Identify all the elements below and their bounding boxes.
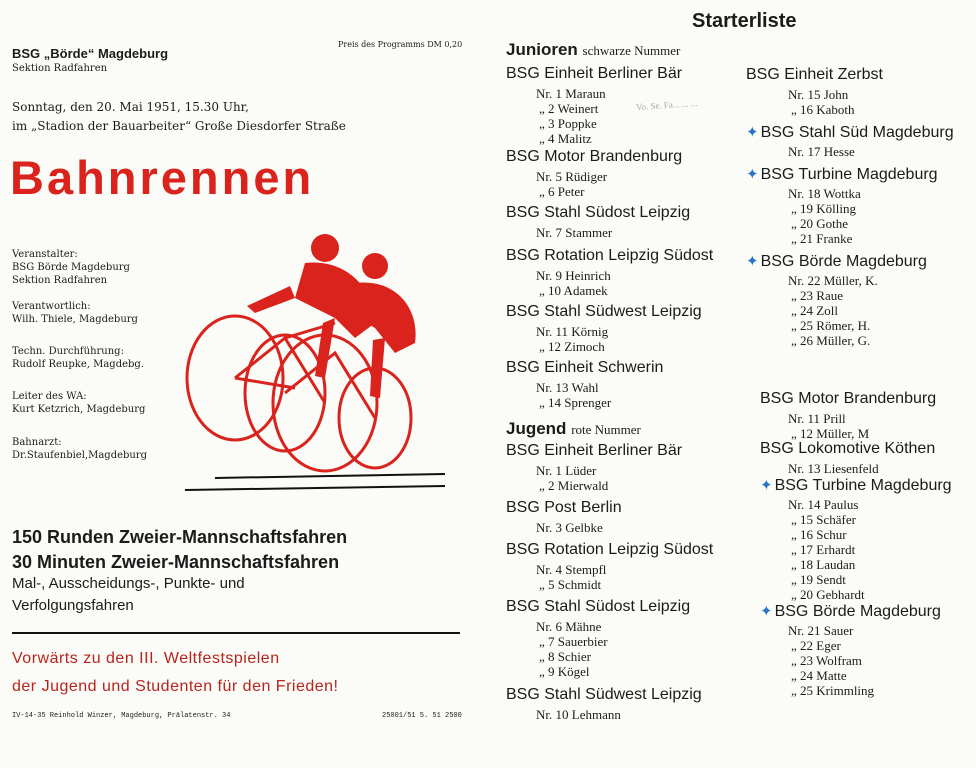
rider-entry: Nr. 11 Körnig	[536, 324, 609, 339]
team-label: BSG Börde Magdeburg	[774, 603, 941, 620]
rider-entry: „ 19 Kölling	[791, 201, 856, 216]
rider-entry: „ 23 Wolfram	[791, 653, 862, 668]
team-label: BSG Post Berlin	[506, 499, 622, 516]
info-technical	[12, 345, 144, 371]
rider-entry: „ 17 Erhardt	[791, 542, 856, 557]
rider-entry: „ 18 Laudan	[791, 557, 856, 572]
info-label: Bahnarzt:	[12, 437, 62, 448]
rider-entry: „ 20 Gebhardt	[791, 587, 865, 602]
event-venue: im „Stadion der Bauarbeiter“ Große Diesdorfer Straße	[12, 119, 346, 133]
slogan-line-2: der Jugend und Studenten für den Frieden!	[12, 678, 339, 695]
rider-entry: „ 2 Mierwald	[539, 478, 609, 493]
event-line-2: 30 Minuten Zweier-Mannschaftsfahren	[12, 552, 340, 572]
club-name: BSG „Börde“ Magdeburg	[12, 46, 169, 61]
rider-entry: Nr. 4 Stempfl	[536, 562, 607, 577]
track-line	[185, 486, 445, 490]
team-label: BSG Einheit Berliner Bär	[506, 442, 683, 459]
slogan-line-1: Vorwärts zu den III. Weltfestspielen	[12, 650, 280, 667]
rider-entry: Nr. 1 Lüder	[536, 463, 597, 478]
info-value: Kurt Ketzrich, Magdeburg	[12, 404, 146, 415]
rider-entry: „ 16 Kaboth	[791, 102, 855, 117]
blue-cross-mark-icon: ✦	[760, 477, 773, 494]
rider-entry: „ 3 Poppke	[539, 116, 597, 131]
rider-entry: Nr. 1 Maraun	[536, 86, 606, 101]
event-line-3: Mal-, Ausscheidungs-, Punkte- und	[12, 575, 245, 592]
rider-entry: Nr. 3 Gelbke	[536, 520, 603, 535]
info-doctor	[12, 436, 147, 462]
blue-cross-mark-icon: ✦	[760, 603, 773, 620]
team-name	[760, 602, 941, 621]
team-name	[746, 252, 927, 271]
rider-entry: „ 23 Raue	[791, 288, 843, 303]
team-name	[506, 442, 682, 460]
club-section: Sektion Radfahren	[12, 63, 108, 74]
rider-entry: „ 10 Adamek	[539, 283, 608, 298]
team-label: BSG Rotation Leipzig Südost	[506, 247, 714, 264]
rider-entry: „ 22 Eger	[791, 638, 841, 653]
team-label: BSG Stahl Süd Magdeburg	[760, 124, 954, 141]
team-label: BSG Turbine Magdeburg	[760, 166, 938, 183]
event-line-1: 150 Runden Zweier-Mannschaftsfahren	[12, 527, 348, 547]
rider-entry: „ 24 Zoll	[791, 303, 838, 318]
team-label: BSG Stahl Südost Leipzig	[506, 598, 691, 615]
rider-entry: Nr. 9 Heinrich	[536, 268, 611, 283]
info-responsible	[12, 300, 138, 326]
team-name	[760, 390, 936, 408]
rider-entry: Nr. 15 John	[788, 87, 849, 102]
juniors-heading-label: Junioren	[506, 40, 578, 59]
team-name	[746, 123, 954, 142]
rider-entry: „ 5 Schmidt	[539, 577, 602, 592]
rider-entry: „ 19 Sendt	[791, 572, 846, 587]
rider-entry: Nr. 13 Liesenfeld	[788, 461, 879, 476]
rider-entry: „ 8 Schier	[539, 649, 591, 664]
blue-cross-mark-icon: ✦	[746, 253, 759, 270]
rider-entry: „ 14 Sprenger	[539, 395, 612, 410]
youth-heading	[506, 419, 641, 439]
team-name	[506, 65, 682, 83]
team-label: BSG Stahl Südwest Leipzig	[506, 303, 702, 320]
print-code: 25001/51 5. 51 2500	[382, 712, 462, 720]
rider-entry: „ 25 Krimmling	[791, 683, 875, 698]
juniors-number-color: schwarze Nummer	[582, 43, 681, 58]
starter-list-title: Starterliste	[692, 10, 797, 32]
rider-entry: „ 6 Peter	[539, 184, 585, 199]
rider-entry: „ 7 Sauerbier	[539, 634, 608, 649]
juniors-heading	[506, 40, 680, 60]
info-value: BSG Börde Magdeburg	[12, 262, 130, 273]
team-name	[760, 440, 935, 458]
team-label: BSG Einheit Zerbst	[746, 66, 883, 83]
rider-entry: „ 25 Römer, H.	[791, 318, 871, 333]
info-value: Rudolf Reupke, Magdebg.	[12, 359, 144, 370]
team-label: BSG Motor Brandenburg	[506, 148, 683, 165]
rider-entry: „ 26 Müller, G.	[791, 333, 871, 348]
rider-entry: Nr. 7 Stammer	[536, 225, 613, 240]
team-name	[746, 165, 938, 184]
rider-entry: Nr. 5 Rüdiger	[536, 169, 608, 184]
team-label: BSG Motor Brandenburg	[760, 390, 937, 407]
rider-entry: „ 15 Schäfer	[791, 512, 856, 527]
rider-entry: „ 24 Matte	[791, 668, 847, 683]
rider-entry: Nr. 21 Sauer	[788, 623, 854, 638]
event-date: Sonntag, den 20. Mai 1951, 15.30 Uhr,	[12, 100, 249, 114]
rider-entry: „ 12 Zimoch	[539, 339, 605, 354]
cyclists-illustration	[175, 228, 455, 500]
blue-cross-mark-icon: ✦	[746, 124, 759, 141]
info-label: Veranstalter:	[12, 249, 78, 260]
event-line-4: Verfolgungsfahren	[12, 597, 134, 614]
starter-list-page	[488, 0, 976, 768]
youth-number-color: rote Nummer	[571, 422, 641, 437]
team-name	[506, 598, 690, 616]
info-organizer	[12, 248, 130, 287]
info-label: Leiter des WA:	[12, 391, 87, 402]
rider-entry: Nr. 10 Lehmann	[536, 707, 621, 722]
info-value: Dr.Staufenbiel,Magdeburg	[12, 450, 148, 461]
faded-stamp: Vo. Se. Fa... ... ...	[635, 97, 698, 113]
rider-entry: Nr. 13 Wahl	[536, 380, 599, 395]
program-price: Preis des Programms DM 0,20	[338, 40, 463, 49]
rider-entry: Nr. 6 Mähne	[536, 619, 602, 634]
rider-entry: Nr. 14 Paulus	[788, 497, 859, 512]
team-label: BSG Turbine Magdeburg	[774, 477, 952, 494]
blue-cross-mark-icon: ✦	[746, 166, 759, 183]
team-label: BSG Lokomotive Köthen	[760, 440, 936, 457]
team-label: BSG Stahl Südwest Leipzig	[506, 686, 702, 703]
rider-entry: Nr. 17 Hesse	[788, 144, 855, 159]
rider-entry: „ 20 Gothe	[791, 216, 849, 231]
event-title: Bahnrennen	[10, 151, 315, 204]
info-value: Wilh. Thiele, Magdeburg	[12, 314, 138, 325]
team-label: BSG Rotation Leipzig Südost	[506, 541, 714, 558]
info-leader	[12, 390, 145, 416]
printer-imprint: IV-14-35 Reinhold Winzer, Magdeburg, Prälatenstr. 34	[12, 712, 231, 720]
rider-entry: „ 4 Malitz	[539, 131, 592, 146]
rider-entry: „ 21 Franke	[791, 231, 853, 246]
rider-entry: Nr. 22 Müller, K.	[788, 273, 878, 288]
team-label: BSG Einheit Berliner Bär	[506, 65, 683, 82]
rider-entry: „ 12 Müller, M	[791, 426, 870, 441]
info-label: Verantwortlich:	[12, 301, 91, 312]
info-label: Techn. Durchführung:	[12, 346, 124, 357]
rider-entry: Nr. 11 Prill	[788, 411, 846, 426]
team-name	[506, 247, 713, 265]
team-label: BSG Stahl Südost Leipzig	[506, 204, 691, 221]
team-name	[760, 476, 952, 495]
team-name	[506, 359, 663, 377]
youth-heading-label: Jugend	[506, 419, 567, 438]
team-name	[506, 686, 702, 704]
rider-entry: „ 9 Kögel	[539, 664, 590, 679]
team-name	[746, 66, 883, 84]
team-label: BSG Einheit Schwerin	[506, 359, 664, 376]
team-name	[506, 499, 622, 517]
team-name	[506, 204, 690, 222]
team-name	[506, 541, 713, 559]
rider-entry: Nr. 18 Wottka	[788, 186, 861, 201]
rider-head	[311, 234, 339, 262]
rider-entry: „ 16 Schur	[791, 527, 847, 542]
divider-rule	[12, 632, 460, 634]
team-name	[506, 148, 682, 166]
rider-entry: „ 2 Weinert	[539, 101, 599, 116]
info-value: Sektion Radfahren	[12, 275, 108, 286]
team-label: BSG Börde Magdeburg	[760, 253, 927, 270]
team-name	[506, 303, 702, 321]
